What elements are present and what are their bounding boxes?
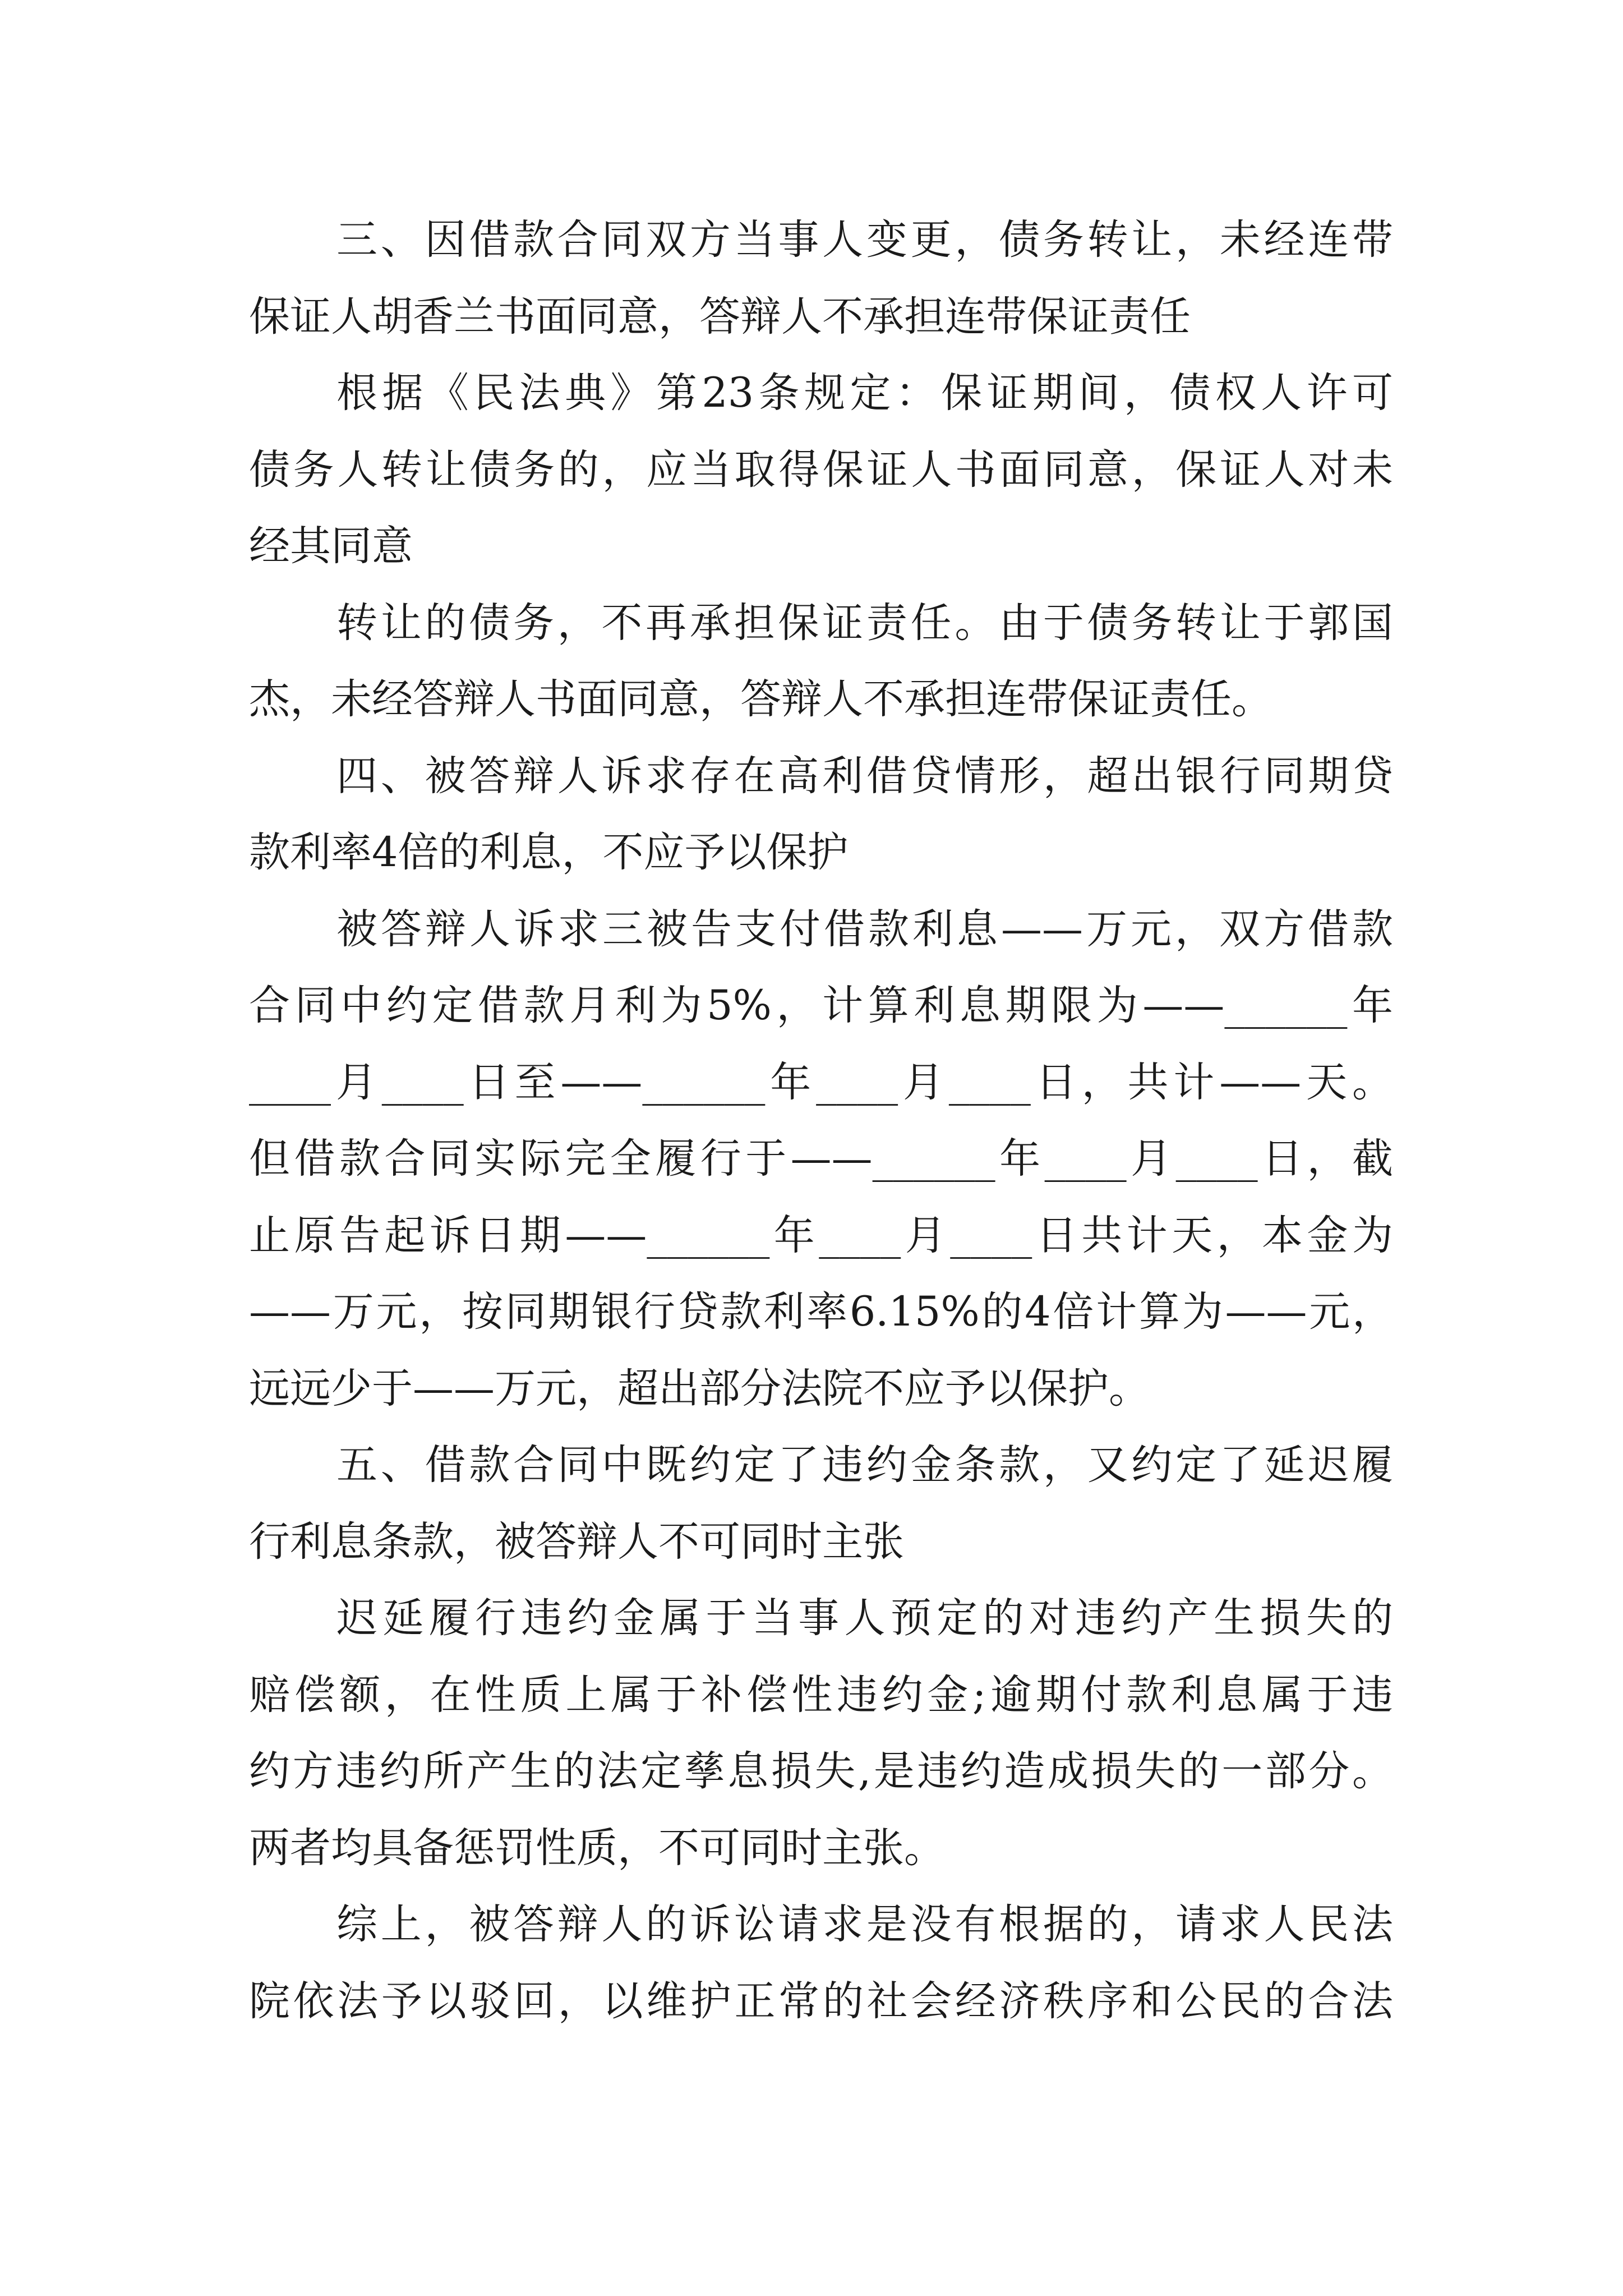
text-line: 迟延履行违约金属于当事人预定的对违约产生损失的 [336, 1594, 1393, 1642]
text-line: 远远少于——万元，超出部分法院不应予以保护。 [249, 1365, 1150, 1412]
text-line: 院依法予以驳回，以维护正常的社会经济秩序和公民的合法 [249, 1977, 1393, 2025]
text-line: 杰，未经答辩人书面同意，答辩人不承担连带保证责任。 [249, 675, 1272, 723]
text-line: 三、因借款合同双方当事人变更，债务转让，未经连带 [336, 216, 1393, 264]
text-line: 赔偿额，在性质上属于补偿性违约金;逾期付款利息属于违 [249, 1671, 1393, 1719]
text-line: 但借款合同实际完全履行于——______年____月____日，截 [249, 1135, 1393, 1182]
text-line: 合同中约定借款月利为5%，计算利息期限为——______年 [249, 982, 1393, 1029]
text-line: ____月____日至——______年____月____日，共计——天。 [249, 1059, 1393, 1106]
text-line: 保证人胡香兰书面同意，答辩人不承担连带保证责任 [249, 293, 1191, 341]
text-line: 款利率4倍的利息，不应予以保护 [249, 829, 849, 876]
text-line: 经其同意 [249, 522, 413, 570]
text-line: 四、被答辩人诉求存在高利借贷情形，超出银行同期贷 [336, 752, 1393, 800]
text-line: 被答辩人诉求三被告支付借款利息——万元，双方借款 [336, 905, 1393, 953]
text-line: 约方违约所产生的法定孳息损失,是违约造成损失的一部分。 [249, 1747, 1393, 1795]
text-line: 五、借款合同中既约定了违约金条款，又约定了延迟履 [336, 1441, 1393, 1489]
text-line: 行利息条款，被答辩人不可同时主张 [249, 1518, 904, 1566]
text-line: 债务人转让债务的，应当取得保证人书面同意，保证人对未 [249, 446, 1393, 494]
text-line: 两者均具备惩罚性质，不可同时主张。 [249, 1824, 945, 1872]
text-line: ——万元，按同期银行贷款利率6.15%的4倍计算为——元， [249, 1288, 1393, 1336]
text-line: 根据《民法典》第23条规定：保证期间，债权人许可 [336, 369, 1393, 417]
text-line: 止原告起诉日期——______年____月____日共计天，本金为 [249, 1212, 1393, 1259]
text-line: 综上，被答辩人的诉讼请求是没有根据的，请求人民法 [336, 1901, 1393, 1948]
text-line: 转让的债务，不再承担保证责任。由于债务转让于郭国 [336, 599, 1393, 647]
